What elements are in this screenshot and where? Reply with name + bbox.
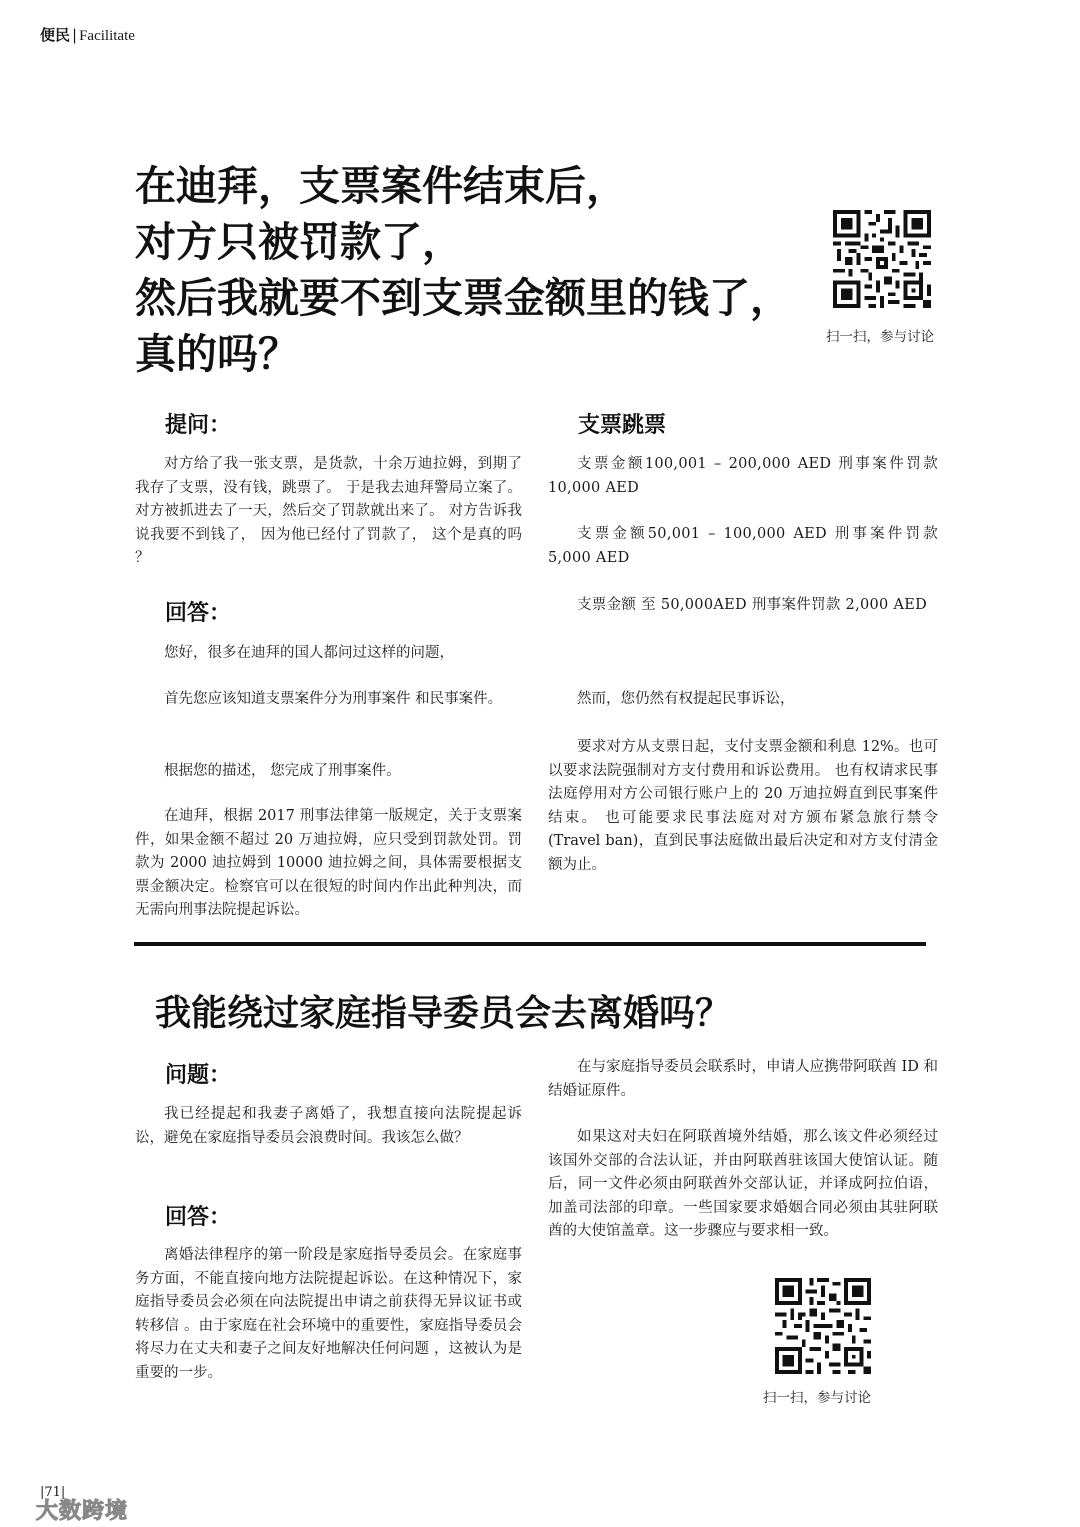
title-line: 真的吗？ [135, 330, 299, 378]
question-block [135, 1103, 522, 1150]
answer-paragraph: 根据您的描述， 您完成了刑事案件。 [164, 763, 401, 779]
page-number: |71| [40, 1485, 66, 1500]
right-paragraph: 在与家庭指导委员会联系时，申请人应携带阿联酋 ID 和结婚证原件。 [548, 1059, 938, 1099]
article2-title: 我能绕过家庭指导委员会去离婚吗？ [155, 993, 732, 1034]
answer-heading: 回答： [165, 601, 232, 626]
answer-block [135, 642, 522, 666]
section-name-cn: 便民 [40, 26, 71, 44]
watermark: 大数跨境 [36, 1499, 129, 1524]
bounce-item [548, 594, 938, 618]
section-divider [134, 942, 926, 946]
title-line: 在迪拜，支票案件结束后， [135, 162, 627, 210]
answer-block [135, 1244, 522, 1385]
answer-paragraph: 首先您应该知道支票案件分为刑事案件 和民事案件。 [164, 691, 503, 707]
qr-code-icon[interactable] [833, 210, 931, 308]
qr-caption: 扫一扫，参与讨论 [826, 329, 934, 345]
question-block [135, 453, 522, 571]
civil-paragraph: 要求对方从支票日起，支付支票金额和利息 12%。也可以要求法院强制对方支付费用和诉讼费用。 也有权请求民事法庭停用对方公司银行账户上的 20 万迪拉姆直到民事案件结束。 也可能要求民事法庭对对方颁布紧急旅行禁令(Travel ban)，直到民事法庭做出最后决定和对方支付清金额为止。 [548, 739, 938, 873]
title-line: 然后我就要不到支票金额里的钱了， [135, 274, 791, 322]
right-block [548, 1126, 938, 1244]
page-header [40, 24, 135, 45]
answer-block [135, 688, 522, 712]
question-heading: 问题： [165, 1063, 232, 1088]
qr-code-icon[interactable] [775, 1278, 871, 1374]
bounce-item-text: 支票金额100,001 – 200,000 AED 刑事案件罚款 10,000 AED [548, 456, 938, 496]
bounce-item-text: 支票金额50,001 – 100,000 AED 刑事案件罚款 5,000 AED [548, 526, 938, 566]
question-text: 对方给了我一张支票，是货款，十余万迪拉姆，到期了我存了支票，没有钱，跳票了。 于是我去迪拜警局立案了。 对方被抓进去了一天，然后交了罚款就出来了。 对方告诉我说我要不到钱了， 因为他已经付了罚款了， 这个是真的吗 ？ [135, 456, 522, 566]
answer-text: 离婚法律程序的第一阶段是家庭指导委员会。在家庭事务方面，不能直接向地方法院提起诉讼。在这种情况下，家庭指导委员会必须在向法院提出申请之前获得无异议证书或转移信 。由于家庭在社会环境中的重要性，家庭指导委员会将尽力在丈夫和妻子之间友好地解决任何问题 ，这被认为是重要的一步。 [135, 1247, 522, 1381]
answer-heading: 回答： [165, 1205, 232, 1230]
right-paragraph: 如果这对夫妇在阿联酋境外结婚，那么该文件必须经过该国外交部的合法认证，并由阿联酋驻该国大使馆认证。随后，同一文件必须由阿联酋外交部认证，并译成阿拉伯语，加盖司法部的印章。一些国家要求婚姻合同必须由其驻阿联酋的大使馆盖章。这一步骤应与要求相一致。 [548, 1129, 938, 1239]
question-text: 我已经提起和我妻子离婚了，我想直接向法院提起诉讼，避免在家庭指导委员会浪费时间。我该怎么做？ [135, 1106, 522, 1146]
question-heading: 提问： [165, 413, 232, 438]
answer-block [135, 805, 522, 923]
answer-block [135, 760, 522, 784]
civil-block [548, 736, 938, 877]
bounce-item-text: 支票金额 至 50,000AED 刑事案件罚款 2,000 AED [577, 597, 928, 613]
answer-paragraph: 您好，很多在迪拜的国人都问过这样的问题， [164, 645, 454, 661]
right-block [548, 1056, 938, 1103]
section-name-en: Facilitate [79, 28, 135, 44]
header-separator: | [72, 26, 78, 44]
answer-paragraph: 在迪拜，根据 2017 刑事法律第一版规定，关于支票案件，如果金额不超过 20 万迪拉姆，应只受到罚款处罚。罚款为 2000 迪拉姆到 10000 迪拉姆之间，具体需要根据支票金额决定。检察官可以在很短的时间内作出此种判决，而无需向刑事法院提起诉讼。 [135, 808, 522, 918]
article1-title [135, 158, 835, 382]
civil-paragraph: 然而，您仍然有权提起民事诉讼， [577, 691, 795, 707]
bounce-heading: 支票跳票 [578, 413, 667, 438]
civil-block [548, 688, 938, 712]
bounce-item [548, 453, 938, 500]
title-line: 对方只被罚款了， [135, 218, 463, 266]
bounce-item [548, 523, 938, 570]
qr-caption: 扫一扫，参与讨论 [763, 1390, 871, 1406]
